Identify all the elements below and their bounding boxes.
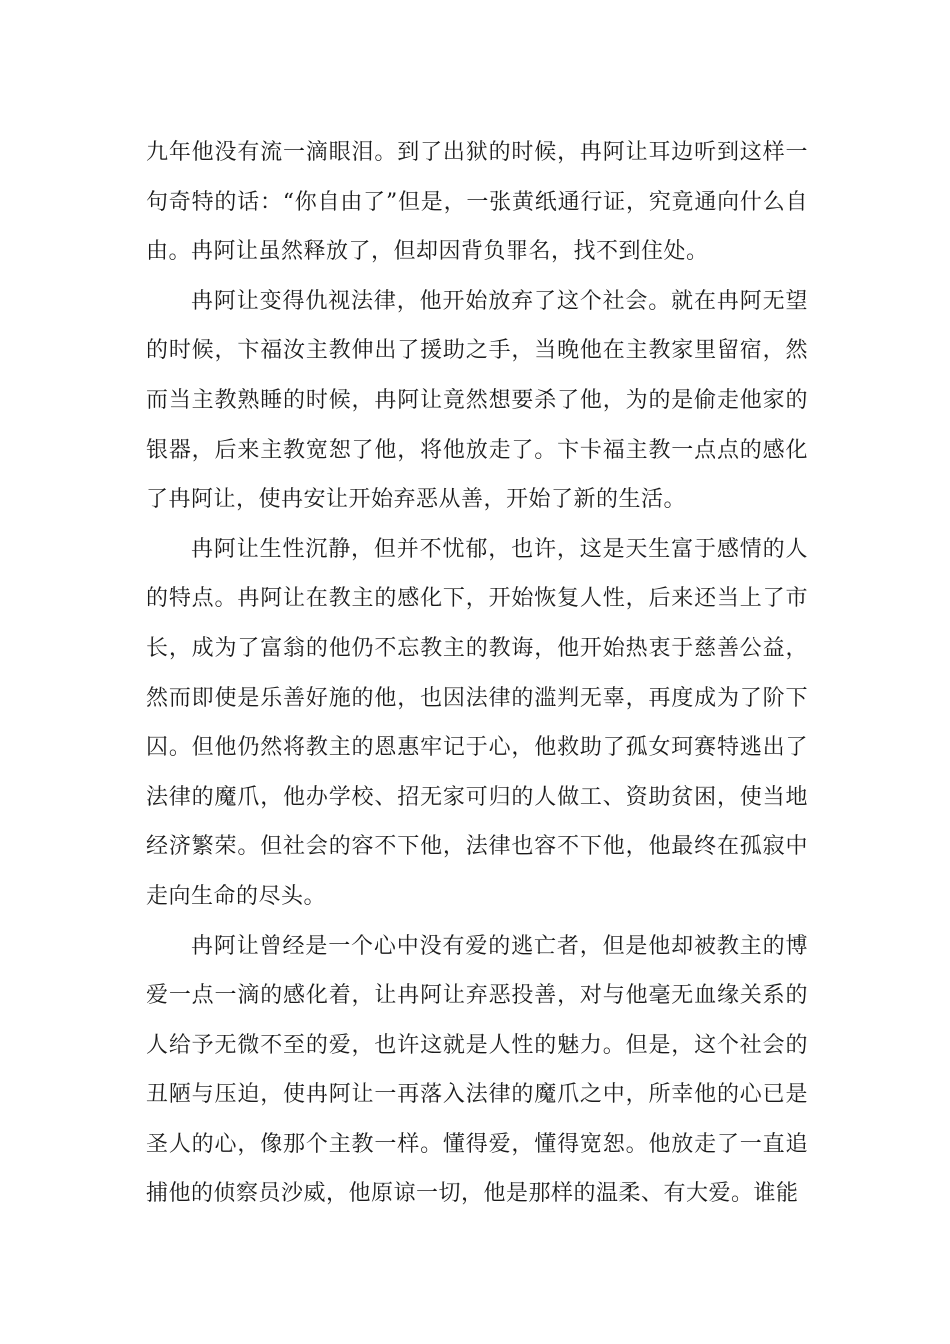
paragraph-2: 冉阿让变得仇视法律，他开始放弃了这个社会。就在冉阿无望的时候，卞福汝主教伸出了援助之手，当晚他在主教家里留宿，然而当主教熟睡的时候，冉阿让竟然想要杀了他，为的是偷走他家的银器，后来主教宽恕了他，将他放走了。卞卡福主教一点点的感化了冉阿让，使冉安让开始弃恶从善，开始了新的生活。 <box>146 288 808 513</box>
document-body <box>146 128 808 1219</box>
paragraph-3: 冉阿让生性沉静，但并不忧郁，也许，这是天生富于感情的人的特点。冉阿让在教主的感化下，开始恢复人性，后来还当上了市长，成为了富翁的他仍不忘教主的教诲，他开始热衷于慈善公益，然而即使是乐善好施的他，也因法律的滥判无辜，再度成为了阶下囚。但他仍然将教主的恩惠牢记于心，他救助了孤女珂赛特逃出了法律的魔爪，他办学校、招无家可归的人做工、资助贫困，使当地经济繁荣。但社会的容不下他，法律也容不下他，他最终在孤寂中走向生命的尽头。 <box>146 536 808 909</box>
paragraph-1: 九年他没有流一滴眼泪。到了出狱的时候，冉阿让耳边听到这样一句奇特的话：“你自由了”但是，一张黄纸通行证，究竟通向什么自由。冉阿让虽然释放了，但却因背负罪名，找不到住处。 <box>146 140 808 265</box>
paragraph-4: 冉阿让曾经是一个心中没有爱的逃亡者，但是他却被教主的博爱一点一滴的感化着，让冉阿让弃恶投善，对与他毫无血缘关系的人给予无微不至的爱，也许这就是人性的魅力。但是，这个社会的丑陋与压迫，使冉阿让一再落入法律的魔爪之中，所幸他的心已是圣人的心，像那个主教一样。懂得爱，懂得宽恕。他放走了一直追捕他的侦察员沙威，他原谅一切，他是那样的温柔、有大爱。谁能 <box>146 933 808 1207</box>
